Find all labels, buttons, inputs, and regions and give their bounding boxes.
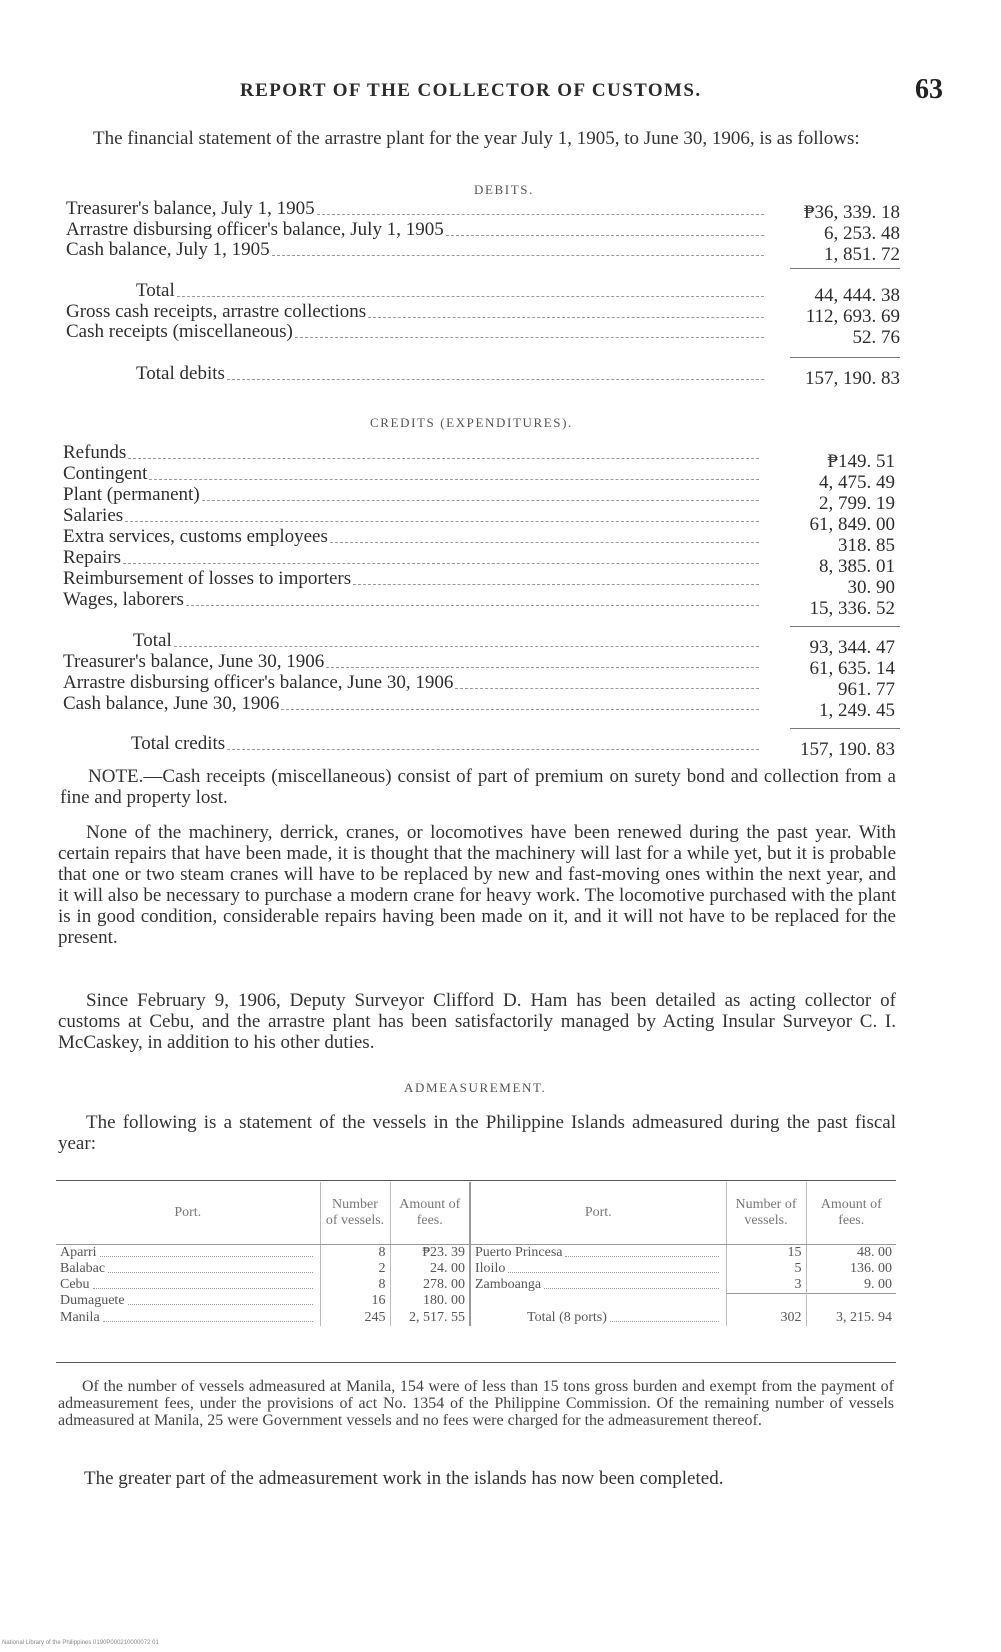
debit-amount: ₱36, 339. 18 [803,202,900,223]
credit-amount: ₱149. 51 [827,451,895,472]
surveyor-paragraph: Since February 9, 1906, Deputy Surveyor Clifford D. Ham has been detailed as acting collector of customs at Cebu, and the arrastre plant has been satisfactorily managed by Acting Insular Surveyor C. I. McCaskey, in addition to his other duties. [58,990,896,1053]
table-row: Dumaguete 16 180. 00 [56,1293,896,1310]
debit-amount: 112, 693. 69 [805,306,900,327]
total-debits-row: Total debits [136,365,768,385]
page-header-title: REPORT OF THE COLLECTOR OF CUSTOMS. [240,80,702,101]
debit-row: Gross cash receipts, arrastre collections [66,303,768,323]
note-paragraph: NOTE.—Cash receipts (miscellaneous) consist of part of premium on surety bond and collection from a fine and property lost. [60,766,896,808]
credit-amount: 30. 90 [847,577,895,598]
closing-paragraph: The greater part of the admeasurement work in the islands has now been completed. [84,1468,724,1489]
debits-heading: DEBITS. [474,182,534,197]
credit-row: Reimbursement of losses to importers [63,570,763,590]
sum-rule [790,357,900,358]
debit-amount: 52. 76 [852,327,900,348]
credit-row: Refunds [63,444,763,464]
machinery-paragraph: None of the machinery, derrick, cranes, or locomotives have been renewed during the past year. With certain repairs that have been made, it is thought that the machinery will last for a while yet, but it is probable that one or two steam cranes will have to be replaced by new and fast-moving ones within the next year, and it will also be necessary to purchase a modern crane for heavy work. The locomotive purchased with the plant is in good condition, considerable repairs having been made on it, and it will not have to be replaced for the present. [58,822,896,948]
col-port-header: Port. [56,1182,320,1244]
credit-row: Extra services, customs employees [63,528,763,548]
table-bottom-rule [56,1362,896,1363]
manila-note-paragraph: Of the number of vessels admeasured at Manila, 154 were of less than 15 tons gross burden and exempt from the payment of admeasurement fees, under the provisions of act No. 1354 of the Philippine Commission. Of the remaining number of vessels admeasured at Manila, 25 were Government vessels and no fees were charged for the admeasurement thereof. [58,1378,894,1429]
credit-total-row: Total [133,632,763,652]
credit-amount: 318. 85 [838,535,895,556]
debit-total-row: Total [136,282,768,302]
debit-amount: 1, 851. 72 [824,244,900,265]
credit-amount: 15, 336. 52 [809,598,895,619]
table-row: Aparri 8 ₱23. 39 Puerto Princesa 15 48. 00 [56,1244,896,1261]
credit-amount: 61, 635. 14 [809,658,895,679]
col-vessels-header: Number of vessels. [320,1182,390,1244]
credits-heading: CREDITS (EXPENDITURES). [370,415,573,430]
col-port-header: Port. [470,1182,726,1244]
credit-row: Salaries [63,507,763,527]
credit-amount: 1, 249. 45 [819,700,895,721]
table-row: Manila 245 2, 517. 55 Total (8 ports) 302 3, 215. 94 [56,1310,896,1326]
debit-row: Arrastre disbursing officer's balance, July 1, 1905 [66,221,768,241]
table-row: Cebu 8 278. 00 Zamboanga 3 9. 00 [56,1277,896,1294]
credit-amount: 2, 799. 19 [819,493,895,514]
credit-total-amount: 93, 344. 47 [809,637,895,658]
sum-rule [790,728,900,729]
credit-row: Treasurer's balance, June 30, 1906 [63,653,763,673]
page-number: 63 [915,74,943,105]
admeasurement-intro: The following is a statement of the vessels in the Philippine Islands admeasured during the past fiscal year: [58,1112,896,1154]
debit-total-amount: 44, 444. 38 [814,285,900,306]
admeasurement-table [56,1182,896,1326]
debit-row: Treasurer's balance, July 1, 1905 [66,200,768,220]
debit-row: Cash receipts (miscellaneous) [66,323,768,343]
credit-row: Contingent [63,465,763,485]
table-row: Balabac 2 24. 00 Iloilo 5 136. 00 [56,1261,896,1277]
total-credits-row: Total credits [131,735,763,755]
col-vessels-header: Number of vessels. [726,1182,806,1244]
total-debits-amount: 157, 190. 83 [805,368,900,389]
footer-text: National Library of the Philippines 0190P000210000072 01 [2,1640,159,1646]
credit-amount: 4, 475. 49 [819,472,895,493]
table-top-rule [56,1180,896,1181]
table-total-vessels: 302 [726,1310,806,1326]
intro-paragraph: The financial statement of the arrastre plant for the year July 1, 1905, to June 30, 1906, is as follows: [93,128,860,149]
admeasurement-heading: ADMEASUREMENT. [404,1080,547,1095]
credit-row: Arrastre disbursing officer's balance, June 30, 1906 [63,674,763,694]
total-credits-amount: 157, 190. 83 [800,739,895,760]
debit-row: Cash balance, July 1, 1905 [66,241,768,261]
sum-rule [790,626,900,627]
col-fees-header: Amount of fees. [390,1182,470,1244]
credit-row: Repairs [63,549,763,569]
col-fees-header: Amount of fees. [806,1182,896,1244]
credit-row: Plant (permanent) [63,486,763,506]
credit-row: Wages, laborers [63,591,763,611]
table-total-label: Total (8 ports) [527,1309,607,1325]
debit-amount: 6, 253. 48 [824,223,900,244]
credit-amount: 961. 77 [838,679,895,700]
credit-amount: 8, 385. 01 [819,556,895,577]
credit-amount: 61, 849. 00 [809,514,895,535]
sum-rule [790,268,900,269]
credit-row: Cash balance, June 30, 1906 [63,695,763,715]
table-total-fees: 3, 215. 94 [806,1310,896,1326]
